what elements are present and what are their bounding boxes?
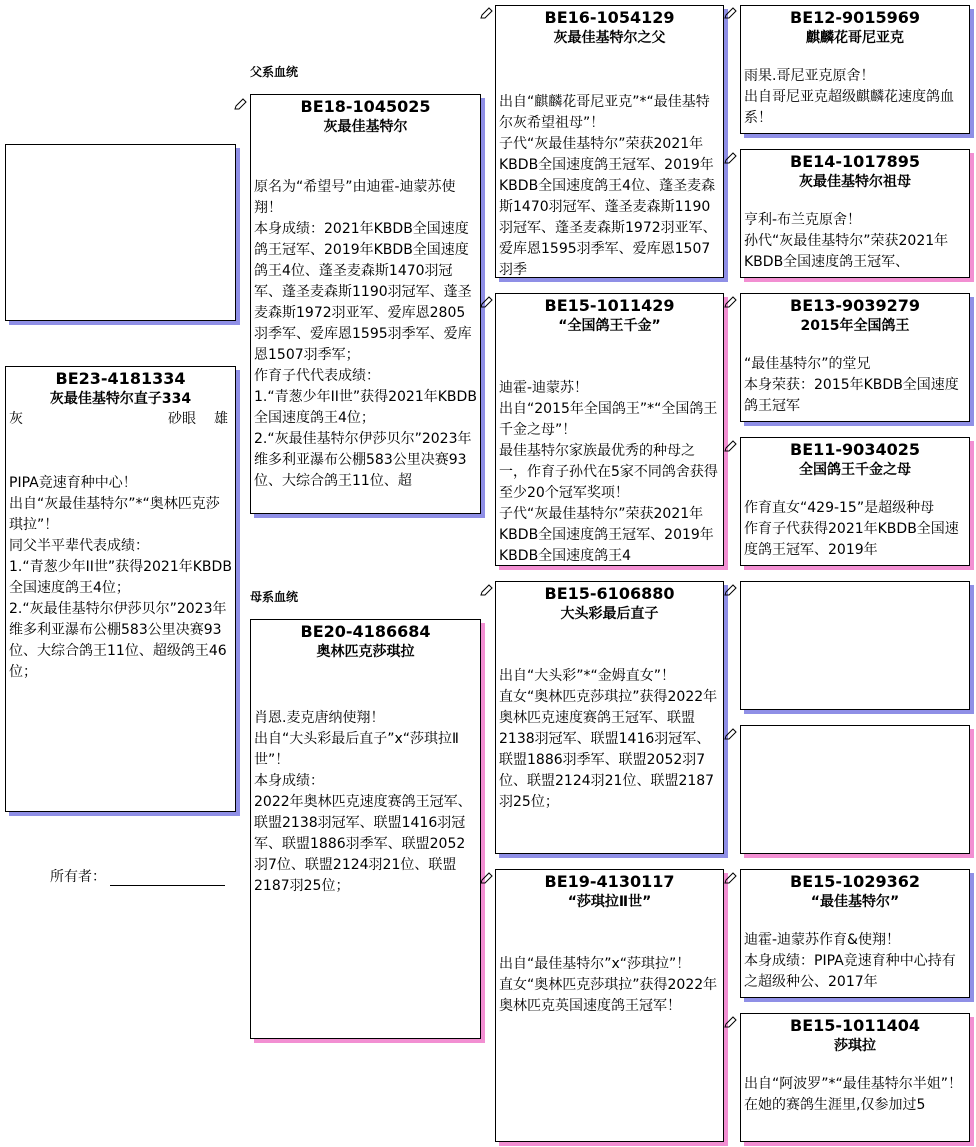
color-value: 灰 <box>9 411 23 427</box>
sire-sire-dam-card[interactable] <box>740 149 970 278</box>
dam-line-label: 母系血统 <box>250 590 299 604</box>
ring-number: BE19-4130117 <box>544 872 675 891</box>
bird-name: 莎琪拉 <box>834 1038 876 1054</box>
pencil-icon[interactable] <box>480 582 494 596</box>
eye-value: 砂眼 <box>168 411 196 427</box>
pencil-icon[interactable] <box>480 5 494 19</box>
dam-sire-dam-card[interactable] <box>740 725 970 854</box>
description: 作育直女“429-15”是超级种母 作育子代获得2021年KBDB全国速度鸽王冠军、2019年 <box>744 500 959 558</box>
photo-box <box>5 144 236 321</box>
description: 出自“麒麟花哥尼亚克”*“最佳基特尔灰希望祖母”！ 子代“灰最佳基特尔”荣获2021年KBDB全国速度鸽王冠军、2019年KBDB全国速度鸽王4位、蓬圣麦森斯1470羽冠军、蓬圣麦森斯1190羽冠军、蓬圣麦森斯1972羽亚军、爱库恩1595羽季军、爱库恩1507羽季 <box>499 94 717 278</box>
sex-value: 雄 <box>214 411 228 427</box>
pencil-icon[interactable] <box>480 870 494 884</box>
bird-name: 2015年全国鸽王 <box>800 318 910 334</box>
bird-name: 灰最佳基特尔 <box>323 119 408 135</box>
ring-number: BE11-9034025 <box>790 440 920 459</box>
dam-dam-sire-card[interactable] <box>740 869 970 998</box>
description: 迪霍-迪蒙苏！ 出自“2015年全国鸽王”*“全国鸽王千金之母”！ 最佳基特尔家族最优秀的种母之一，作育子孙代在5家不同鸽舍获得至少20个冠军奖项！ 子代“灰最佳基特尔”荣获2021年KBDB全国速度鸽王冠军、2019年KBDB全国速度鸽王4 <box>499 380 718 564</box>
ring-number: BE15-1011429 <box>544 296 675 315</box>
pencil-icon[interactable] <box>480 294 494 308</box>
bird-name: 麒麟花哥尼亚克 <box>806 30 904 46</box>
pencil-icon[interactable] <box>724 150 738 164</box>
bird-name: 灰最佳基特尔之父 <box>553 30 666 46</box>
pencil-icon[interactable] <box>234 96 248 110</box>
description: 出自“大头彩”*“金姆直女”！ 直女“奥林匹克莎琪拉”获得2022年奥林匹克速度赛鸽王冠军、联盟2138羽冠军、联盟1416羽冠军、联盟1886羽季军、联盟2052羽7位、联盟2124羽21位、联盟2187羽25位； <box>499 668 718 810</box>
description: 原名为“希望号”由迪霍-迪蒙苏使翔！ 本身成绩：2021年KBDB全国速度鸽王冠军、2019年KBDB全国速度鸽王4位、蓬圣麦森斯1470羽冠军、蓬圣麦森斯1190羽冠军、蓬圣麦森斯1972羽亚军、爱库恩2805羽季军、爱库恩1595羽季军、爱库恩1507羽季军； 作育子代代表成绩： 1.“青葱少年II世”获得2021年KBDB全国速度鸽王4位； 2.“灰最佳基特尔伊莎贝尔”2023年维多利亚瀑布公棚583公里决赛93位、大综合鸽王11位、超 <box>254 179 477 489</box>
sire-sire-card[interactable] <box>495 5 724 278</box>
dam-card[interactable] <box>250 619 481 1039</box>
ring-number: BE12-9015969 <box>790 8 920 27</box>
pencil-icon[interactable] <box>724 5 738 19</box>
pencil-icon[interactable] <box>724 726 738 740</box>
bird-name: “全国鸽王千金” <box>558 318 661 334</box>
pencil-icon[interactable] <box>724 438 738 452</box>
bird-name: “莎琪拉Ⅱ世” <box>567 894 652 910</box>
owner-blank[interactable] <box>110 871 225 886</box>
ring-number: BE23-4181334 <box>55 369 186 388</box>
description: 亨利-布兰克原舍！ 孙代“灰最佳基特尔”荣获2021年KBDB全国速度鸽王冠军、 <box>744 212 949 270</box>
description: 肖恩.麦克唐纳使翔！ 出自“大头彩最后直子”x“莎琪拉Ⅱ世”！ 本身成绩： 2022年奥林匹克速度赛鸽王冠军、联盟2138羽冠军、联盟1416羽冠军、联盟1886羽季军、联盟2052羽7位、联盟2124羽21位、联盟2187羽25位； <box>254 710 472 894</box>
sire-dam-dam-card[interactable] <box>740 437 970 566</box>
ring-number: BE15-6106880 <box>544 584 675 603</box>
pencil-icon[interactable] <box>724 582 738 596</box>
ring-number: BE16-1054129 <box>544 8 675 27</box>
traits-row <box>6 409 235 429</box>
description: 出自“阿波罗”*“最佳基特尔半姐”！ 在她的赛鸽生涯里,仅参加过5 <box>744 1076 963 1113</box>
bird-name: 灰最佳基特尔直子334 <box>49 391 192 407</box>
sire-line-label: 父系血统 <box>250 65 299 79</box>
sire-sire-sire-card[interactable] <box>740 5 970 134</box>
dam-dam-dam-card[interactable] <box>740 1013 970 1142</box>
bird-name: 全国鸽王千金之母 <box>799 462 911 478</box>
bird-name: “最佳基特尔” <box>810 894 900 910</box>
sire-dam-sire-card[interactable] <box>740 293 970 422</box>
description: 雨果.哥尼亚克原舍！ 出自哥尼亚克超级麒麟花速度鸽血系！ <box>744 68 954 126</box>
bird-name: 大头彩最后直子 <box>560 606 659 622</box>
pencil-icon[interactable] <box>724 870 738 884</box>
dam-dam-card[interactable] <box>495 869 724 1142</box>
sire-card[interactable] <box>250 94 481 514</box>
description: 出自“最佳基特尔”x“莎琪拉”！ 直女“奥林匹克莎琪拉”获得2022年奥林匹克英国速度鸽王冠军！ <box>499 956 718 1014</box>
description: “最佳基特尔”的堂兄 本身荣获：2015年KBDB全国速度鸽王冠军 <box>744 356 959 414</box>
dam-sire-card[interactable] <box>495 581 724 854</box>
ring-number: BE20-4186684 <box>300 622 431 641</box>
ring-number: BE14-1017895 <box>790 152 920 171</box>
description: 迪霍-迪蒙苏作育&使翔！ 本身成绩：PIPA竞速育种中心持有之超级种公、2017年 <box>744 932 956 990</box>
dam-sire-sire-card[interactable] <box>740 581 970 710</box>
ring-number: BE18-1045025 <box>300 97 431 116</box>
sire-dam-card[interactable] <box>495 293 724 566</box>
bird-name: 奥林匹克莎琪拉 <box>316 644 415 660</box>
owner-label: 所有者： <box>50 869 106 885</box>
description: PIPA竞速育种中心！ 出自“灰最佳基特尔”*“奥林匹克莎琪拉”！ 同父半平辈代表成绩： 1.“青葱少年II世”获得2021年KBDB全国速度鸽王4位； 2.“灰最佳基特尔伊莎贝尔”2023年维多利亚瀑布公棚583公里决赛93位、大综合鸽王11位、超级鸽王46位； <box>9 475 232 680</box>
bird-name: 灰最佳基特尔祖母 <box>799 174 911 190</box>
ring-number: BE15-1011404 <box>790 1016 920 1035</box>
pencil-icon[interactable] <box>724 1014 738 1028</box>
ring-number: BE15-1029362 <box>790 872 920 891</box>
ring-number: BE13-9039279 <box>790 296 920 315</box>
pencil-icon[interactable] <box>724 294 738 308</box>
owner-field[interactable] <box>50 866 225 886</box>
subject-card[interactable] <box>5 366 236 812</box>
